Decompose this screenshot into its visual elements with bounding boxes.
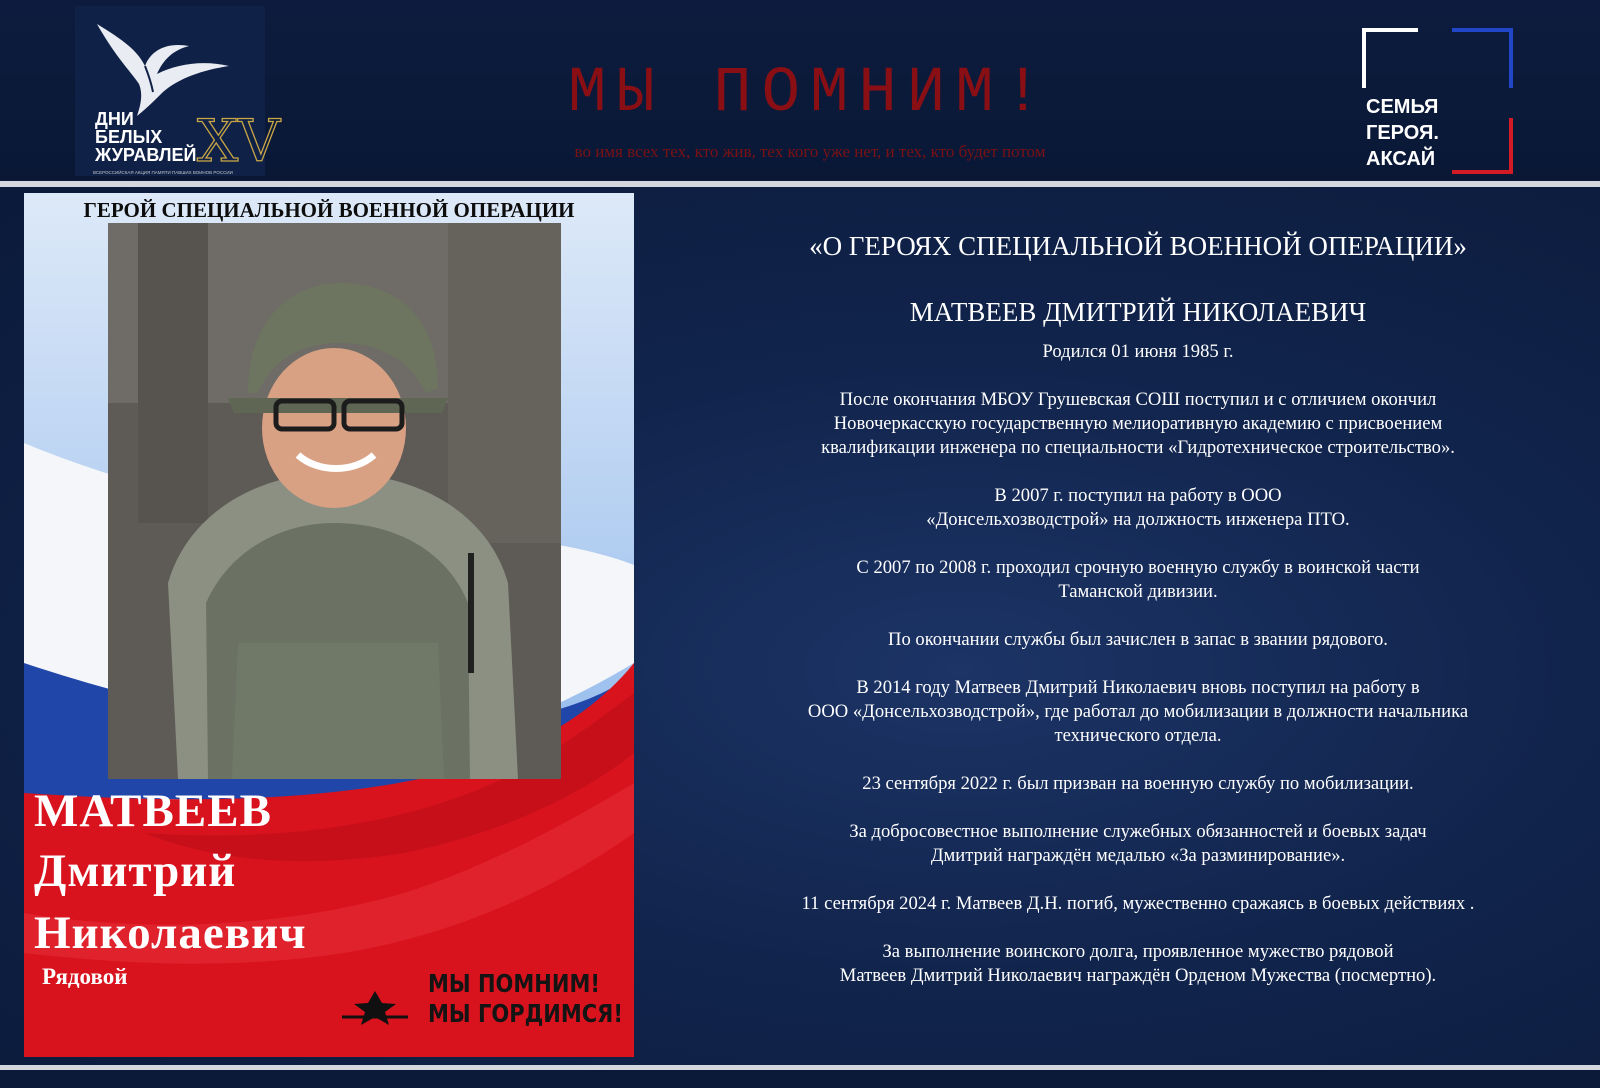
logo-left-line3: ЖУРАВЛЕЙ	[95, 145, 197, 165]
poster-slogan-line2: МЫ ГОРДИМСЯ!	[428, 999, 623, 1028]
poster-slogan-line1: МЫ ПОМНИМ!	[428, 969, 600, 998]
white-cranes-logo	[75, 6, 281, 176]
bio-title: «О ГЕРОЯХ СПЕЦИАЛЬНОЙ ВОЕННОЙ ОПЕРАЦИИ»	[809, 231, 1467, 261]
logo-left-small-text: ВСЕРОССИЙСКАЯ АКЦИЯ ПАМЯТИ ПАВШИХ ВОИНОВ РОССИИ	[93, 170, 233, 175]
header-title: МЫ ПОМНИМ!	[567, 58, 1053, 130]
poster-patronymic: Николаевич	[34, 907, 307, 959]
poster-rank: Рядовой	[42, 964, 128, 989]
logo-right-line2: ГЕРОЯ.	[1366, 122, 1439, 144]
poster-first-name: Дмитрий	[34, 845, 237, 897]
poster-slogan	[428, 969, 623, 1029]
bio-name: МАТВЕЕВ ДМИТРИЙ НИКОЛАЕВИЧ	[909, 297, 1367, 327]
hero-poster	[24, 193, 634, 1057]
bio-paragraph: 11 сентября 2024 г. Матвеев Д.Н. погиб, мужественно сражаясь в боевых действиях .	[801, 893, 1475, 914]
logo-right-line1: СЕМЬЯ	[1366, 96, 1439, 118]
bio-paragraph: За выполнение воинского долга, проявленное мужество рядовой Матвеев Дмитрий Николаевич награждён Орденом Мужества (посмертно).	[839, 941, 1437, 986]
poster-heading: ГЕРОЙ СПЕЦИАЛЬНОЙ ВОЕННОЙ ОПЕРАЦИИ	[83, 198, 575, 222]
bio-paragraphs	[738, 340, 1538, 988]
poster-surname: МАТВЕЕВ	[34, 785, 272, 837]
eternal-flame-star-icon	[334, 961, 416, 1029]
soldier-portrait-photo	[108, 223, 561, 779]
bio-paragraph: 23 сентября 2022 г. был призван на военную службу по мобилизации.	[862, 773, 1414, 794]
bio-paragraph: В 2007 г. поступил на работу в ООО «Донсельхозводстрой» на должность инженера ПТО.	[926, 485, 1350, 530]
bottom-divider	[0, 1065, 1600, 1070]
logo-left-line1: ДНИ	[95, 109, 134, 129]
bio-paragraph: Родился 01 июня 1985 г.	[1042, 341, 1234, 362]
bio-paragraph: По окончании службы был зачислен в запас в звании рядового.	[888, 629, 1388, 650]
header-bar	[0, 0, 1600, 180]
logo-right-line3: АКСАЙ	[1366, 148, 1436, 170]
logo-left-numeral: XV	[197, 107, 281, 175]
logo-left-line2: БЕЛЫХ	[95, 127, 163, 147]
biography-section	[738, 228, 1538, 1012]
family-of-hero-logo	[1360, 26, 1515, 176]
bio-paragraph: С 2007 по 2008 г. проходил срочную военную службу в воинской части Таманской дивизии.	[856, 557, 1420, 602]
bio-paragraph: В 2014 году Матвеев Дмитрий Николаевич вновь поступил на работу в ООО «Донсельхозводстрой», где работал до мобилизации в должности начальника технического отдела.	[807, 677, 1469, 746]
bio-paragraph: После окончания МБОУ Грушевская СОШ поступил и с отличием окончил Новочеркасскую государственную мелиоративную академию с присвоением квалификации инженера по специальности «Гидротехническое строительство».	[821, 389, 1455, 458]
white-crane-icon	[93, 20, 233, 120]
bio-paragraph: За добросовестное выполнение служебных обязанностей и боевых задач Дмитрий награждён медалью «За разминирование».	[849, 821, 1427, 866]
soldier-portrait-illustration	[108, 223, 561, 779]
header-subtitle: во имя всех тех, кто жив, тех кого уже нет, и тех, кто будет потом	[574, 142, 1046, 161]
